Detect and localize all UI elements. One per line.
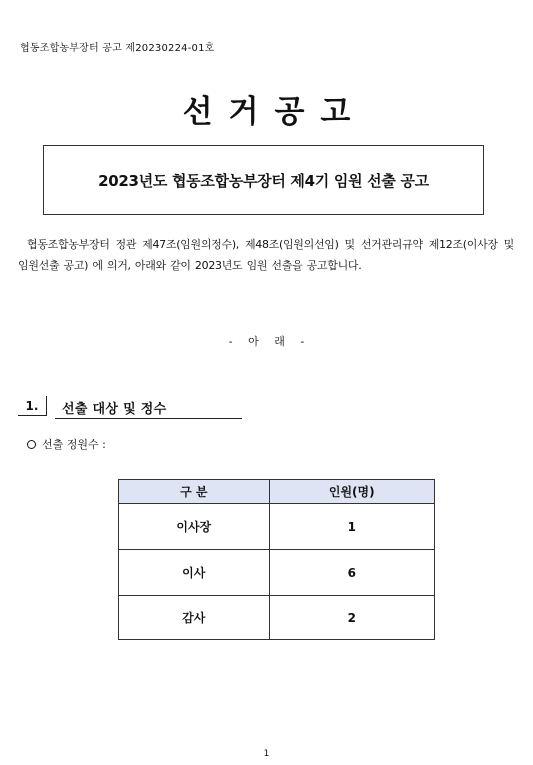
subtitle-box (43, 145, 484, 215)
table-row (119, 504, 435, 550)
section-number: 1. (18, 396, 47, 416)
quota-bullet-label: 선출 정원수 : (42, 438, 106, 451)
quota-table (118, 479, 435, 640)
subtitle-text: 2023년도 협동조합농부장터 제4기 임원 선출 공고 (98, 171, 429, 190)
ara-heading: - 아 래 - (228, 335, 305, 348)
table-row (119, 550, 435, 596)
quota-bullet (27, 436, 106, 452)
circle-bullet-icon (27, 440, 36, 449)
row-category: 이사 (119, 550, 270, 596)
notice-number: 협동조합농부장터 공고 제20230224-01호 (20, 43, 215, 54)
row-count: 6 (269, 550, 435, 596)
page-number: 1 (263, 749, 270, 759)
table-row (119, 596, 435, 640)
page-title: 선거공고 (182, 94, 367, 130)
header-count: 인원(명) (269, 480, 435, 504)
section-title: 선출 대상 및 정수 (62, 402, 167, 417)
row-category: 이사장 (119, 504, 270, 550)
row-category: 감사 (119, 596, 270, 640)
header-category: 구 분 (119, 480, 270, 504)
table-header-row (119, 480, 435, 504)
section-underline (55, 418, 242, 419)
intro-paragraph: 협동조합농부장터 정관 제47조(임원의정수), 제48조(임원의선임) 및 선거관리규약 제12조(이사장 및 임원선출 공고) 에 의거, 아래와 같이 2023년도 임원 선출을 공고합니다. (18, 238, 514, 272)
row-count: 2 (269, 596, 435, 640)
row-count: 1 (269, 504, 435, 550)
